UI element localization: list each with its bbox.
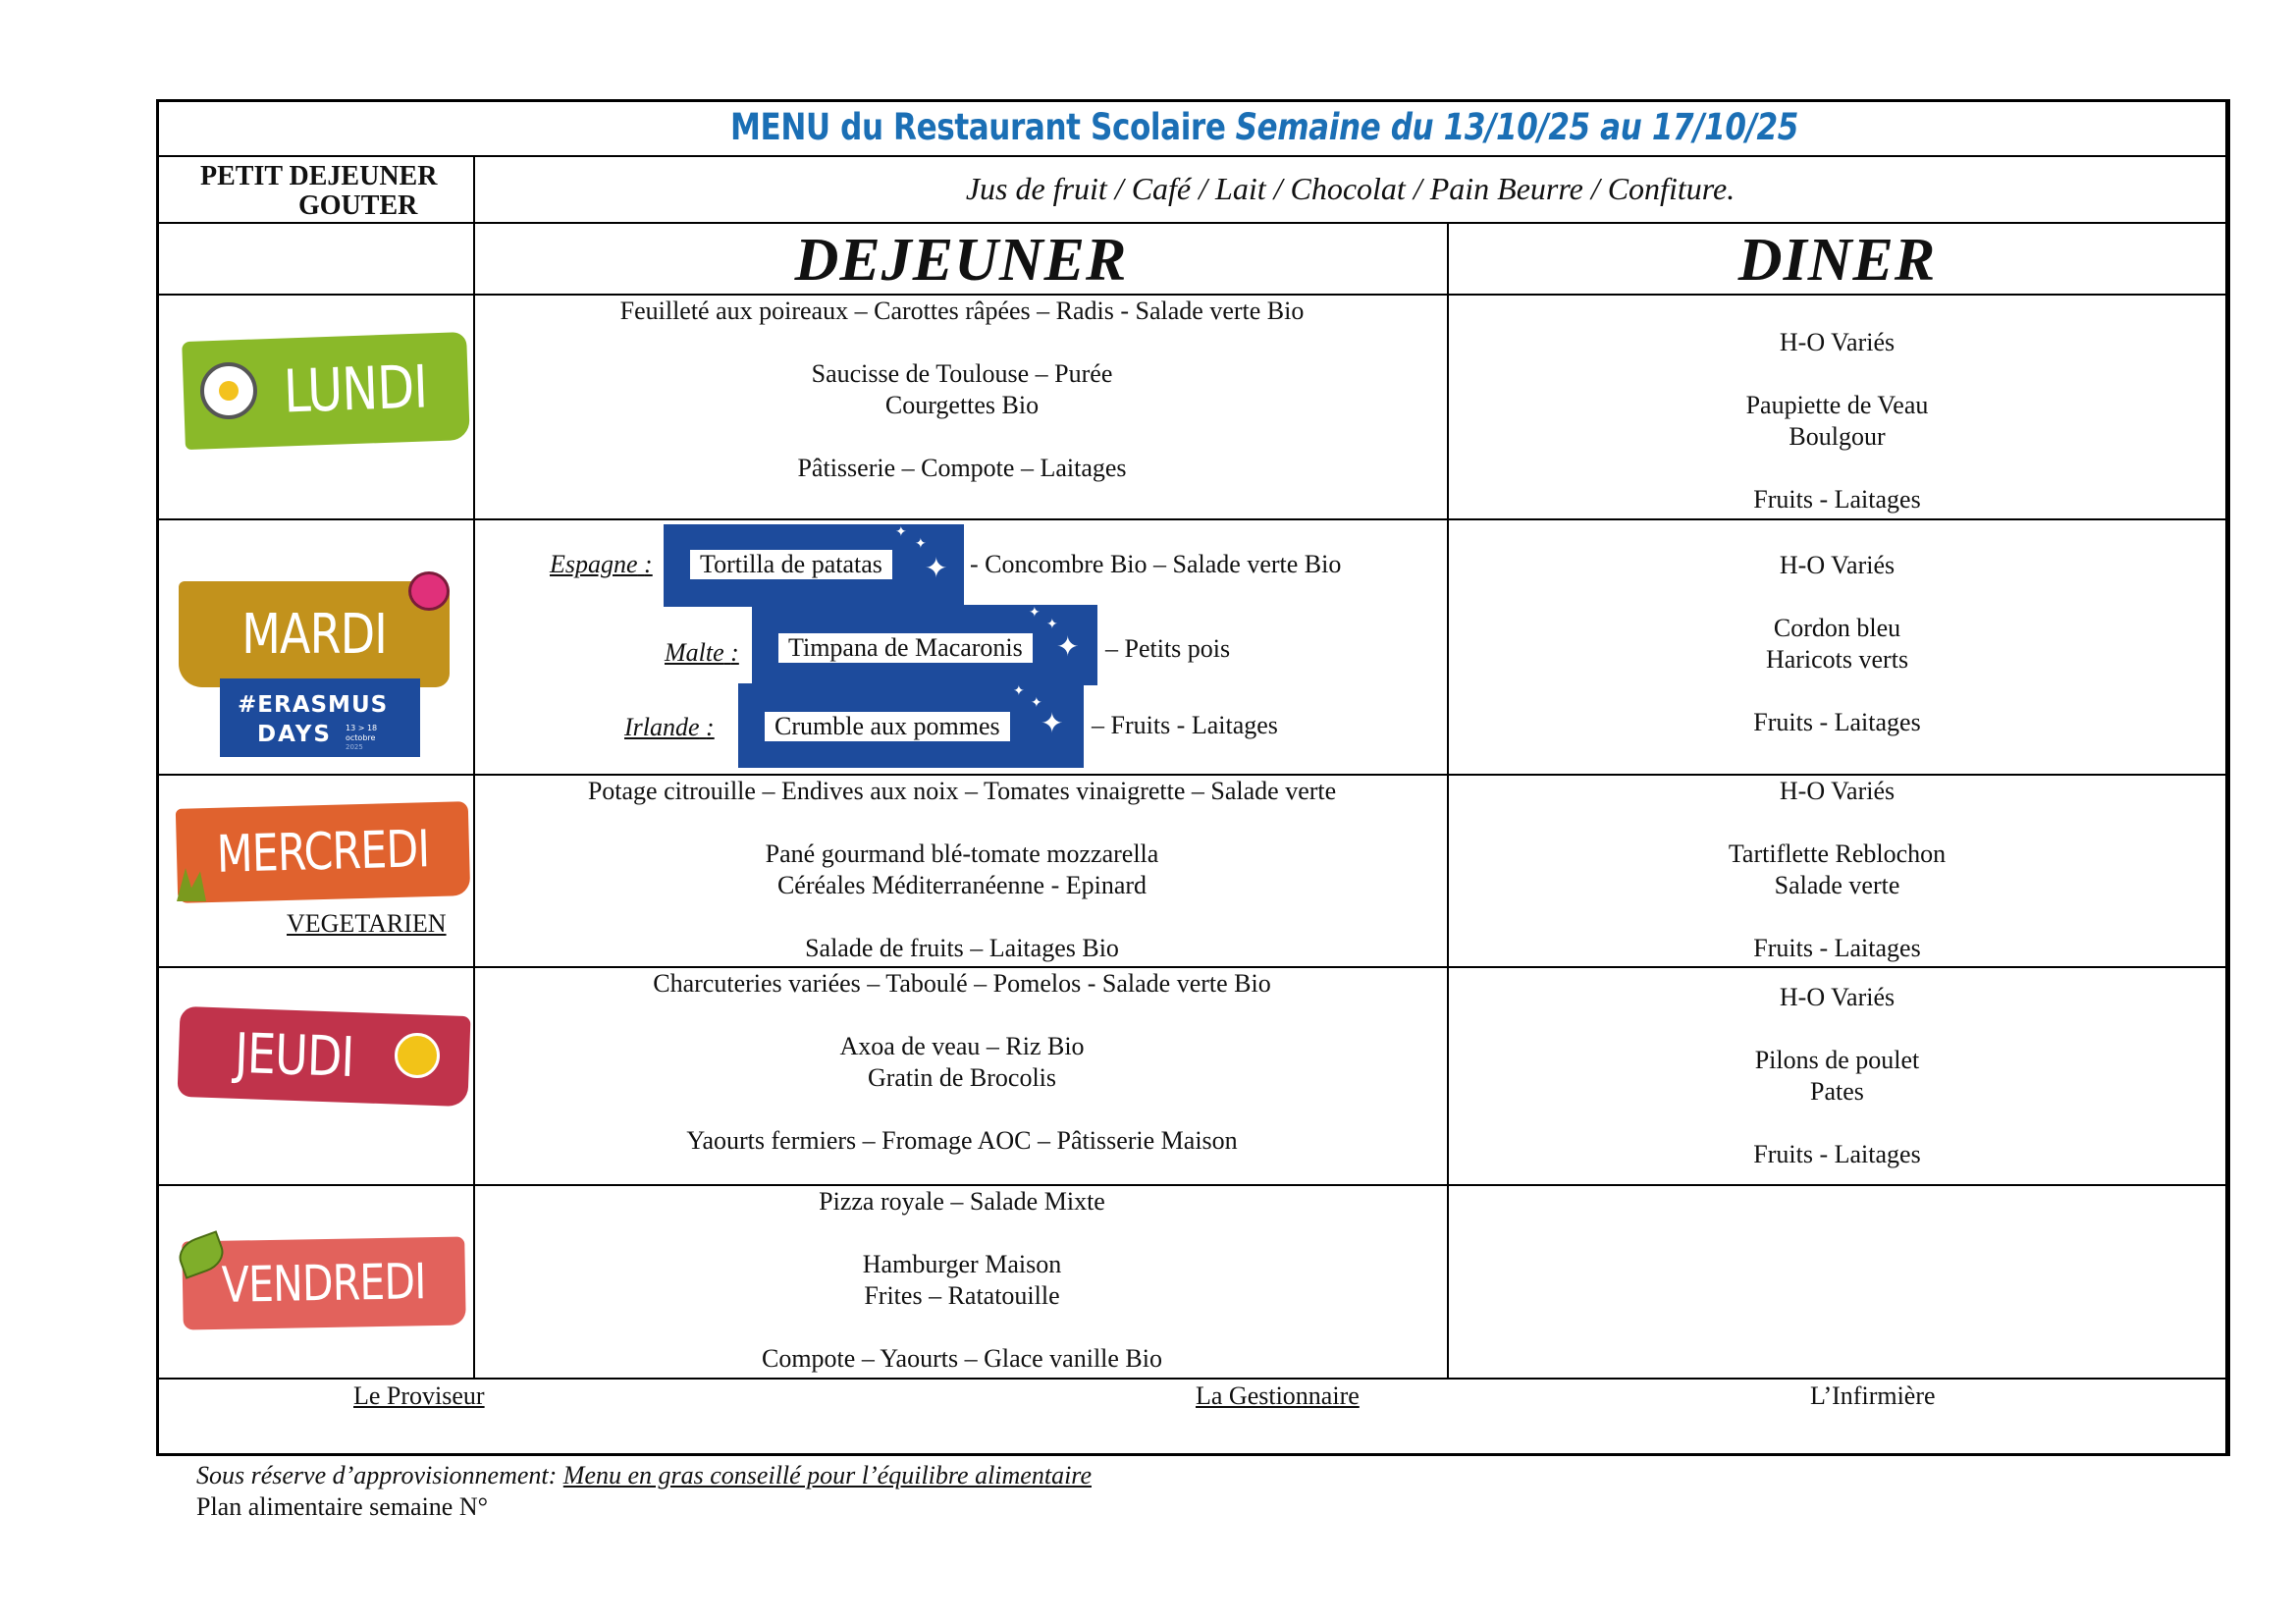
- lunch-header: DEJEUNER: [794, 227, 1128, 294]
- dinner-lundi: H-O Variés Paupiette de Veau Boulgour Fruits - Laitages: [1745, 328, 1929, 514]
- sparkle-icon: ✦: [915, 537, 927, 552]
- signature-infirmiere: L’Infirmière: [1810, 1381, 1936, 1410]
- day-row-jeudi: [159, 968, 2225, 1186]
- erasmus-days-badge: #ERASMUS DAYS 13 > 18 octobre 2025: [220, 678, 420, 757]
- sun-icon: [395, 1033, 440, 1078]
- erasmus-box-irlande: [738, 683, 1084, 768]
- day-row-mardi: [159, 520, 2225, 776]
- dinner-mercredi: H-O Variés Tartiflette Reblochon Salade verte Fruits - Laitages: [1728, 777, 1947, 962]
- sparkle-icon: ✦: [1031, 696, 1042, 711]
- lunch-lundi: Feuilleté aux poireaux – Carottes râpées – Radis - Salade verte Bio Saucisse de Toulouse – Purée Courgettes Bio Pâtisserie – Compote – Laitages: [619, 297, 1305, 482]
- sparkle-icon: ✦: [1056, 632, 1080, 663]
- signature-proviseur: Le Proviseur: [353, 1381, 485, 1410]
- flower-icon: [200, 362, 257, 419]
- day-label-jeudi: JEUDI: [177, 1006, 470, 1107]
- signature-gestionnaire: La Gestionnaire: [1196, 1381, 1360, 1410]
- header-row: [159, 224, 2225, 296]
- footer-plan: Plan alimentaire semaine N°: [196, 1492, 489, 1521]
- after-malte: – Petits pois: [1105, 634, 1231, 663]
- cherry-icon: [408, 571, 450, 611]
- vegetarien-label: VEGETARIEN: [287, 909, 447, 938]
- footer-reserve: Sous réserve d’approvisionnement:: [196, 1461, 558, 1489]
- lunch-vendredi: Pizza royale – Salade Mixte Hamburger Maison Frites – Ratatouille Compote – Yaourts – Glace vanille Bio: [761, 1187, 1162, 1373]
- dish-timpana: Timpana de Macaronis: [777, 632, 1034, 664]
- day-label-vendredi: VENDREDI: [182, 1236, 466, 1329]
- day-label-lundi: LUNDI: [182, 332, 470, 450]
- day-label-mardi: MARDI: [179, 581, 450, 687]
- country-malte: Malte :: [665, 638, 739, 667]
- title-main: MENU du Restaurant Scolaire: [730, 106, 1226, 148]
- country-irlande: Irlande :: [624, 713, 715, 741]
- day-row-lundi: [159, 296, 2225, 520]
- footer-conseil: Menu en gras conseillé pour l’équilibre alimentaire: [562, 1461, 1092, 1489]
- dinner-mardi: H-O Variés Cordon bleu Haricots verts Fruits - Laitages: [1753, 551, 1921, 736]
- sparkle-icon: ✦: [1046, 618, 1058, 632]
- sparkle-icon: ✦: [1029, 606, 1041, 621]
- title-row: [159, 102, 2225, 157]
- lunch-mercredi: Potage citrouille – Endives aux noix – Tomates vinaigrette – Salade verte Pané gourmand blé-tomate mozzarella Céréales Méditerranéenne - Epinard Salade de fruits – Laitages Bio: [587, 777, 1337, 962]
- day-row-vendredi: [159, 1186, 2225, 1380]
- dish-crumble: Crumble aux pommes: [764, 711, 1011, 742]
- day-label-mercredi: MERCREDI: [176, 801, 470, 903]
- after-irlande: – Fruits - Laitages: [1092, 711, 1278, 739]
- petit-dejeuner-label: PETIT DEJEUNER: [200, 161, 438, 191]
- day-row-mercredi: [159, 776, 2225, 968]
- sparkle-icon: ✦: [1013, 684, 1025, 699]
- petit-dejeuner-row: [159, 157, 2225, 224]
- title-week: Semaine du 13/10/25 au 17/10/25: [1235, 106, 1798, 148]
- footer-note: [196, 1461, 1092, 1490]
- dinner-jeudi: H-O Variés Pilons de poulet Pates Fruits - Laitages: [1753, 983, 1921, 1168]
- lunch-jeudi: Charcuteries variées – Taboulé – Pomelos - Salade verte Bio Axoa de veau – Riz Bio Gratin de Brocolis Yaourts fermiers – Fromage AOC – Pâtisserie Maison: [653, 969, 1271, 1155]
- gouter-label: GOUTER: [298, 190, 418, 221]
- erasmus-box-espagne: [664, 524, 964, 607]
- dinner-header: DINER: [1737, 227, 1937, 294]
- page-title: [730, 106, 1798, 148]
- country-espagne: Espagne :: [550, 550, 653, 578]
- sparkle-icon: ✦: [925, 554, 948, 584]
- signature-row: [159, 1380, 2225, 1457]
- sparkle-icon: ✦: [895, 525, 907, 540]
- dish-tortilla: Tortilla de patatas: [689, 549, 893, 580]
- petit-dejeuner-items: Jus de fruit / Café / Lait / Chocolat / Pain Beurre / Confiture.: [965, 171, 1735, 206]
- sparkle-icon: ✦: [1041, 709, 1064, 739]
- after-espagne: - Concombre Bio – Salade verte Bio: [970, 550, 1342, 578]
- menu-table: [156, 99, 2230, 1456]
- erasmus-box-malte: [752, 605, 1097, 685]
